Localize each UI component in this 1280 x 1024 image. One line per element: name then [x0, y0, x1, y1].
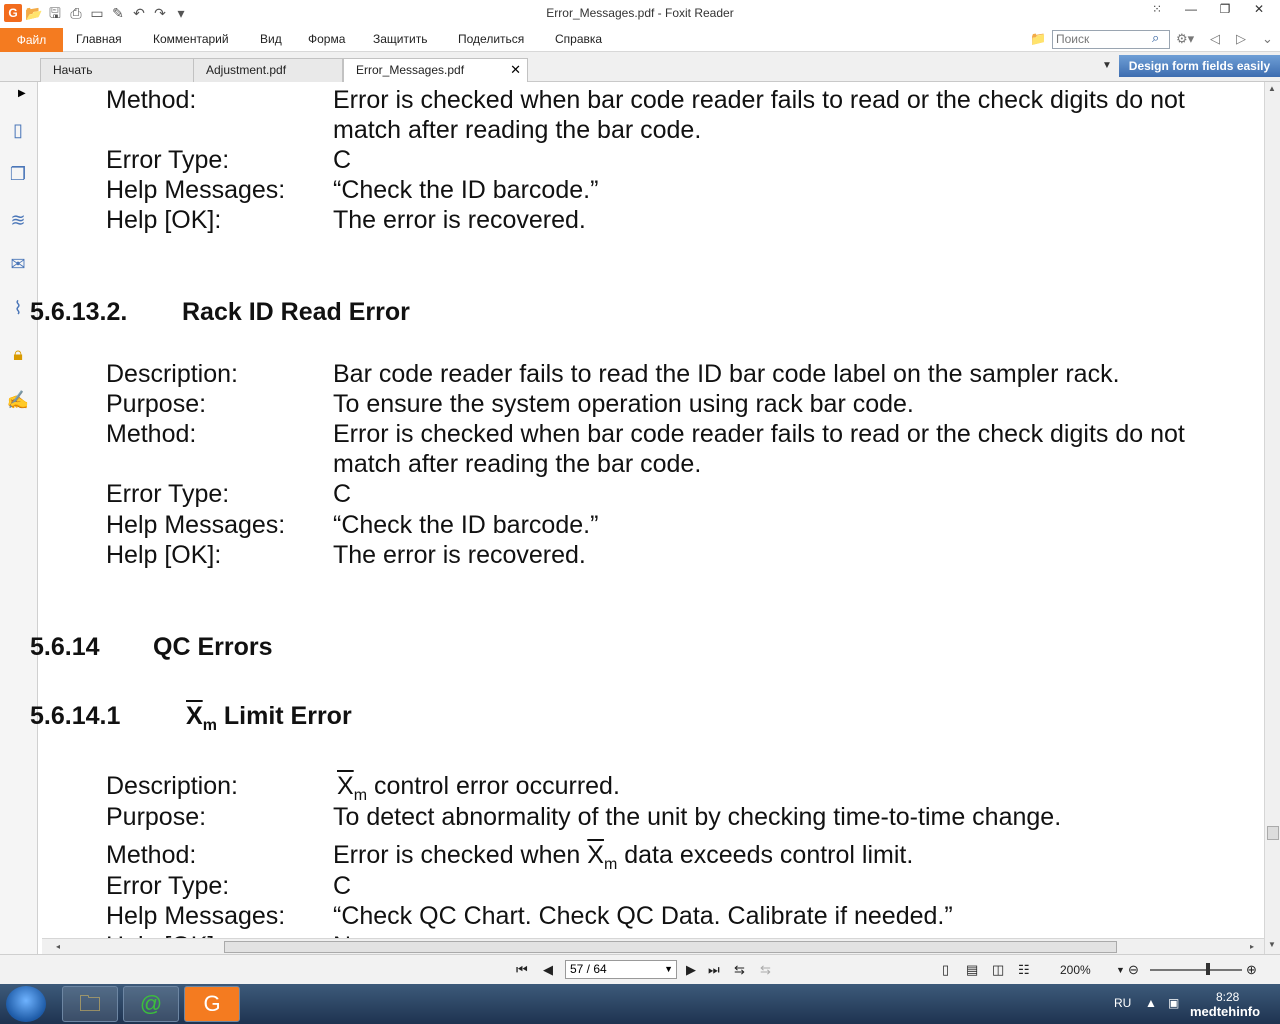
- security-lock-icon[interactable]: 🔒︎: [13, 344, 23, 364]
- facing-page-icon[interactable]: ◫: [992, 962, 1005, 977]
- next-page-icon[interactable]: ▶: [686, 962, 696, 977]
- scroll-down-icon[interactable]: ▼: [1268, 940, 1276, 949]
- method-prefix: Error is checked when: [333, 841, 581, 869]
- value-help-ok: The error is recovered.: [333, 206, 586, 234]
- tab-label: Adjustment.pdf: [206, 63, 287, 77]
- last-page-icon[interactable]: ⏭: [708, 962, 720, 977]
- tab-label: Начать: [53, 63, 93, 77]
- foxit-logo-icon[interactable]: G: [4, 4, 22, 22]
- value-method-line1: Error is checked when bar code reader fails to read or the check digits do not: [333, 420, 1185, 448]
- pages-icon[interactable]: ❐: [9, 164, 27, 184]
- vertical-scroll-thumb[interactable]: [1267, 826, 1279, 840]
- menu-protect[interactable]: Защитить: [373, 32, 428, 46]
- label-error-type: Error Type:: [106, 872, 230, 900]
- scroll-up-icon[interactable]: ▲: [1268, 84, 1276, 93]
- xbar-symbol: $\overline{X}$: [587, 841, 604, 869]
- value-description: [337, 772, 620, 805]
- label-error-type: Error Type:: [106, 480, 230, 508]
- page-number-field[interactable]: [565, 960, 677, 979]
- label-purpose: Purpose:: [106, 803, 207, 831]
- menu-help[interactable]: Справка: [555, 32, 603, 46]
- scroll-right-icon[interactable]: ▸: [1250, 942, 1255, 951]
- start-button[interactable]: [6, 986, 46, 1022]
- new-doc-icon[interactable]: ✎: [112, 5, 124, 21]
- continuous-page-icon[interactable]: ▤: [966, 962, 979, 977]
- section-number: 5.6.14: [30, 633, 100, 661]
- tab-list-dropdown-icon[interactable]: ▼: [1102, 60, 1112, 71]
- label-error-type: Error Type:: [106, 146, 230, 174]
- xbar-symbol: $\overline{X}$: [186, 702, 203, 730]
- zoom-out-icon[interactable]: ⊖: [1128, 962, 1139, 977]
- single-page-icon[interactable]: ▯: [942, 962, 950, 977]
- page-dropdown-icon[interactable]: ▼: [664, 964, 673, 974]
- foxit-taskbar-icon[interactable]: G: [184, 986, 240, 1022]
- windows-taskbar: [0, 984, 1280, 1024]
- section-number: 5.6.14.1: [30, 702, 121, 730]
- section-number: 5.6.13.2.: [30, 298, 128, 326]
- customize-qat-icon[interactable]: ▾: [177, 5, 185, 21]
- value-method-line1: Error is checked when bar code reader fails to read or the check digits do not: [333, 86, 1185, 114]
- value-error-type: C: [333, 480, 352, 508]
- value-error-type: C: [333, 146, 352, 174]
- close-button[interactable]: ✕: [1253, 2, 1265, 16]
- navigation-panel: [0, 82, 38, 954]
- minimize-button[interactable]: —: [1185, 2, 1197, 16]
- pdf-page-view: [30, 82, 1264, 938]
- maximize-button[interactable]: ❐: [1219, 2, 1231, 16]
- zoom-slider[interactable]: [1150, 969, 1242, 971]
- label-help-messages: Help Messages:: [106, 511, 286, 539]
- value-help-messages: “Check the ID barcode.”: [333, 176, 599, 204]
- label-method: Method:: [106, 86, 197, 114]
- page-number-value: 57 / 64: [570, 962, 607, 976]
- menu-view[interactable]: Вид: [260, 32, 282, 46]
- continuous-facing-icon[interactable]: ☷: [1018, 962, 1030, 977]
- menu-share[interactable]: Поделиться: [458, 32, 525, 46]
- label-method: Method:: [106, 420, 197, 448]
- settings-gear-icon[interactable]: ⚙▾: [1176, 31, 1195, 46]
- design-form-banner[interactable]: Design form fields easily: [1119, 55, 1280, 77]
- print-icon[interactable]: ⎙: [70, 5, 82, 21]
- value-error-type: C: [333, 872, 352, 900]
- properties-icon[interactable]: ▭: [90, 5, 104, 21]
- method-rest: data exceeds control limit.: [624, 841, 914, 869]
- expand-panel-icon[interactable]: ▶: [18, 88, 26, 99]
- network-icon[interactable]: ▣: [1168, 996, 1180, 1010]
- value-method: [333, 841, 913, 874]
- title-bar: [0, 0, 1280, 28]
- first-page-icon[interactable]: ⏮: [516, 962, 528, 977]
- tab-error-messages[interactable]: [343, 58, 528, 83]
- label-help-ok: Help [OK]:: [106, 206, 222, 234]
- comments-icon[interactable]: ✉: [10, 254, 26, 274]
- close-tab-icon[interactable]: ✕: [510, 62, 521, 77]
- file-menu-button[interactable]: Файл: [0, 28, 63, 52]
- redo-icon[interactable]: ↷: [154, 5, 166, 21]
- find-folder-icon[interactable]: 📁: [1030, 31, 1047, 46]
- search-icon[interactable]: ⌕: [1152, 30, 1160, 45]
- label-purpose: Purpose:: [106, 390, 207, 418]
- document-tab-bar: [0, 52, 1280, 82]
- subscript-m: m: [353, 787, 368, 804]
- collapse-ribbon-icon[interactable]: ⌄: [1262, 31, 1273, 46]
- attachment-icon[interactable]: ⌇: [13, 298, 23, 318]
- status-bar: [0, 954, 1280, 984]
- section-title: QC Errors: [153, 633, 273, 661]
- open-folder-icon[interactable]: 📂: [25, 5, 43, 21]
- tab-adjustment[interactable]: [193, 58, 343, 82]
- value-purpose: To detect abnormality of the unit by checking time-to-time change.: [333, 803, 1062, 831]
- undo-icon[interactable]: ↶: [133, 5, 145, 21]
- description-text: control error occurred.: [373, 772, 620, 800]
- window-title: Error_Messages.pdf - Foxit Reader: [546, 6, 734, 20]
- label-help-messages: Help Messages:: [106, 902, 286, 930]
- label-description: Description:: [106, 772, 238, 800]
- section-title-text: Limit Error: [223, 702, 352, 730]
- prev-page-icon[interactable]: ◀: [543, 962, 553, 977]
- label-description: Description:: [106, 360, 238, 388]
- zoom-dropdown-icon[interactable]: ▼: [1116, 965, 1125, 975]
- label-help-messages: Help Messages:: [106, 176, 286, 204]
- tab-label: Error_Messages.pdf: [356, 63, 465, 77]
- zoom-in-icon[interactable]: ⊕: [1246, 962, 1257, 977]
- tray-expand-icon[interactable]: ▲: [1145, 996, 1157, 1010]
- value-help-messages: “Check QC Chart. Check QC Data. Calibrate if needed.”: [333, 902, 953, 930]
- value-description: Bar code reader fails to read the ID bar code label on the sampler rack.: [333, 360, 1120, 388]
- signature-icon[interactable]: ✍: [6, 390, 30, 410]
- zoom-level[interactable]: 200%: [1060, 963, 1091, 977]
- language-indicator[interactable]: RU: [1114, 996, 1132, 1010]
- subscript-m: m: [603, 856, 618, 873]
- mail-agent-taskbar-icon[interactable]: @: [123, 986, 179, 1022]
- label-method: Method:: [106, 841, 197, 869]
- menu-comment[interactable]: Комментарий: [153, 32, 229, 46]
- ribbon-toggle-button[interactable]: ⁙: [1151, 2, 1163, 16]
- layers-icon[interactable]: ≋: [10, 210, 26, 230]
- subscript-m: m: [202, 717, 217, 734]
- search-input[interactable]: Поиск: [1052, 30, 1170, 49]
- xbar-symbol: $\overline{X}$: [337, 772, 354, 800]
- previous-view-icon[interactable]: ⇆: [734, 962, 745, 977]
- zoom-slider-knob[interactable]: [1206, 963, 1210, 975]
- save-icon[interactable]: 🖫: [49, 5, 61, 21]
- back-arrow-icon[interactable]: ◁: [1210, 31, 1220, 46]
- explorer-taskbar-icon[interactable]: 🗀: [62, 986, 118, 1022]
- scroll-left-icon[interactable]: ◂: [56, 942, 61, 951]
- bookmark-icon[interactable]: ▯: [13, 120, 23, 140]
- clock[interactable]: 8:28: [1216, 990, 1240, 1004]
- label-help-ok: Help [OK]:: [106, 541, 222, 569]
- value-method-line2: match after reading the bar code.: [333, 116, 702, 144]
- value-purpose: To ensure the system operation using rack bar code.: [333, 390, 914, 418]
- horizontal-scroll-thumb[interactable]: [224, 941, 1117, 953]
- section-title: [186, 702, 352, 735]
- window-controls: [1142, 2, 1274, 20]
- forward-arrow-icon[interactable]: ▷: [1236, 31, 1246, 46]
- section-title: Rack ID Read Error: [182, 298, 410, 326]
- menu-bar: [0, 28, 1280, 52]
- tab-start[interactable]: [40, 58, 195, 82]
- value-help-messages: “Check the ID barcode.”: [333, 511, 599, 539]
- vertical-scrollbar[interactable]: [1264, 82, 1280, 954]
- menu-home[interactable]: Главная: [76, 32, 122, 46]
- horizontal-scrollbar[interactable]: [42, 938, 1264, 954]
- value-method-line2: match after reading the bar code.: [333, 450, 702, 478]
- menu-form[interactable]: Форма: [308, 32, 346, 46]
- next-view-icon[interactable]: ⇆: [760, 962, 771, 977]
- watermark-text: medtehinfo: [1190, 1004, 1261, 1019]
- value-help-ok: The error is recovered.: [333, 541, 586, 569]
